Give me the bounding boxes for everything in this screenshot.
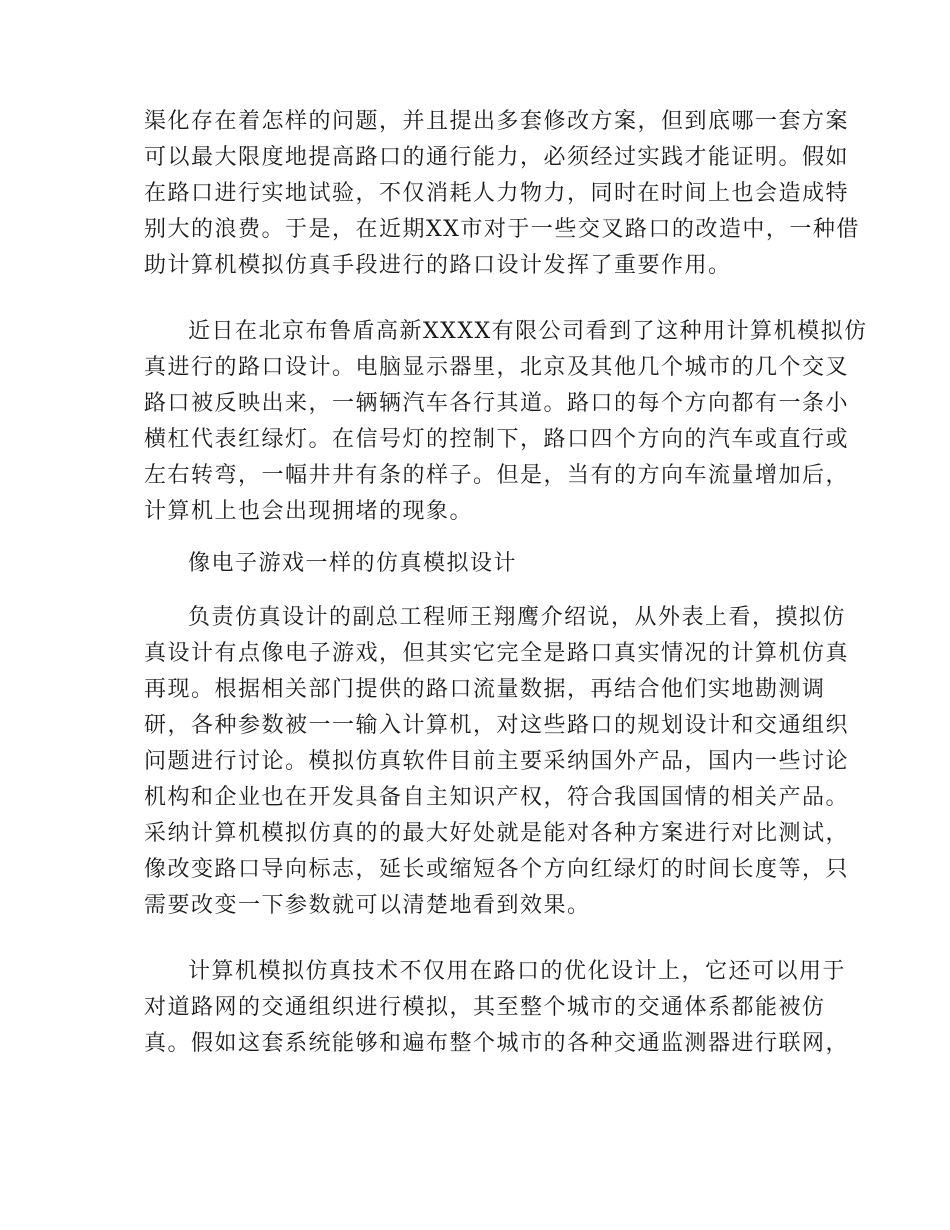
paragraph-line: 真。假如这套系统能够和遍布整个城市的各种交通监测器进行联网， bbox=[144, 1031, 850, 1056]
paragraph-line: 真进行的路口设计。电脑显示器里，北京及其他几个城市的几个交叉 bbox=[144, 355, 850, 380]
paragraph-line: 问题进行讨论。模拟仿真软件目前主要采纳国外产品，国内一些讨论 bbox=[144, 749, 850, 774]
paragraph-line: 计算机模拟仿真技术不仅用在路口的优化设计上，它还可以用于 bbox=[188, 959, 847, 984]
paragraph-line: 计算机上也会出现拥堵的现象。 bbox=[144, 499, 474, 524]
paragraph-line: 在路口进行实地试验，不仅消耗人力物力，同时在时间上也会造成特 bbox=[144, 181, 850, 206]
paragraph-line: 真设计有点像电子游戏，但其实它完全是路口真实情况的计算机仿真 bbox=[144, 641, 850, 666]
paragraph-line: 横杠代表红绿灯。在信号灯的控制下，路口四个方向的汽车或直行或 bbox=[144, 427, 850, 452]
paragraph-line: 机构和企业也在开发具备自主知识产权，符合我国国情的相关产品。 bbox=[144, 785, 850, 810]
paragraph-line: 渠化存在着怎样的问题，并且提出多套修改方案，但到底哪一套方案 bbox=[144, 109, 850, 134]
paragraph-line: 助计算机模拟仿真手段进行的路口设计发挥了重要作用。 bbox=[144, 253, 732, 278]
paragraph-line: 可以最大限度地提高路口的通行能力，必须经过实践才能证明。假如 bbox=[144, 145, 850, 170]
section-subheading: 像电子游戏一样的仿真模拟设计 bbox=[188, 551, 518, 576]
paragraph-line: 左右转弯，一幅井井有条的样子。但是，当有的方向车流量增加后， bbox=[144, 463, 850, 488]
paragraph-line: 路口被反映出来，一辆辆汽车各行其道。路口的每个方向都有一条小 bbox=[144, 391, 850, 416]
paragraph-line: 像改变路口导向标志，延长或缩短各个方向红绿灯的时间长度等，只 bbox=[144, 857, 850, 882]
paragraph-line: 近日在北京布鲁盾高新XXXX有限公司看到了这种用计算机模拟仿 bbox=[188, 319, 868, 344]
paragraph-line: 负责仿真设计的副总工程师王翔鹰介绍说，从外表上看，摸拟仿 bbox=[188, 605, 847, 630]
paragraph-line: 再现。根据相关部门提供的路口流量数据，再结合他们实地勘测调 bbox=[144, 677, 826, 702]
paragraph-line: 别大的浪费。于是，在近期XX市对于一些交叉路口的改造中，一种借 bbox=[144, 217, 860, 242]
paragraph-line: 采纳计算机模拟仿真的的最大好处就是能对各种方案进行对比测试， bbox=[144, 821, 850, 846]
paragraph-line: 对道路网的交通组织进行模拟，其至整个城市的交通体系都能被仿 bbox=[144, 995, 826, 1020]
paragraph-line: 需要改变一下参数就可以清楚地看到效果。 bbox=[144, 893, 591, 918]
paragraph-line: 研，各种参数被一一输入计算机，对这些路口的规划设计和交通组织 bbox=[144, 713, 850, 738]
